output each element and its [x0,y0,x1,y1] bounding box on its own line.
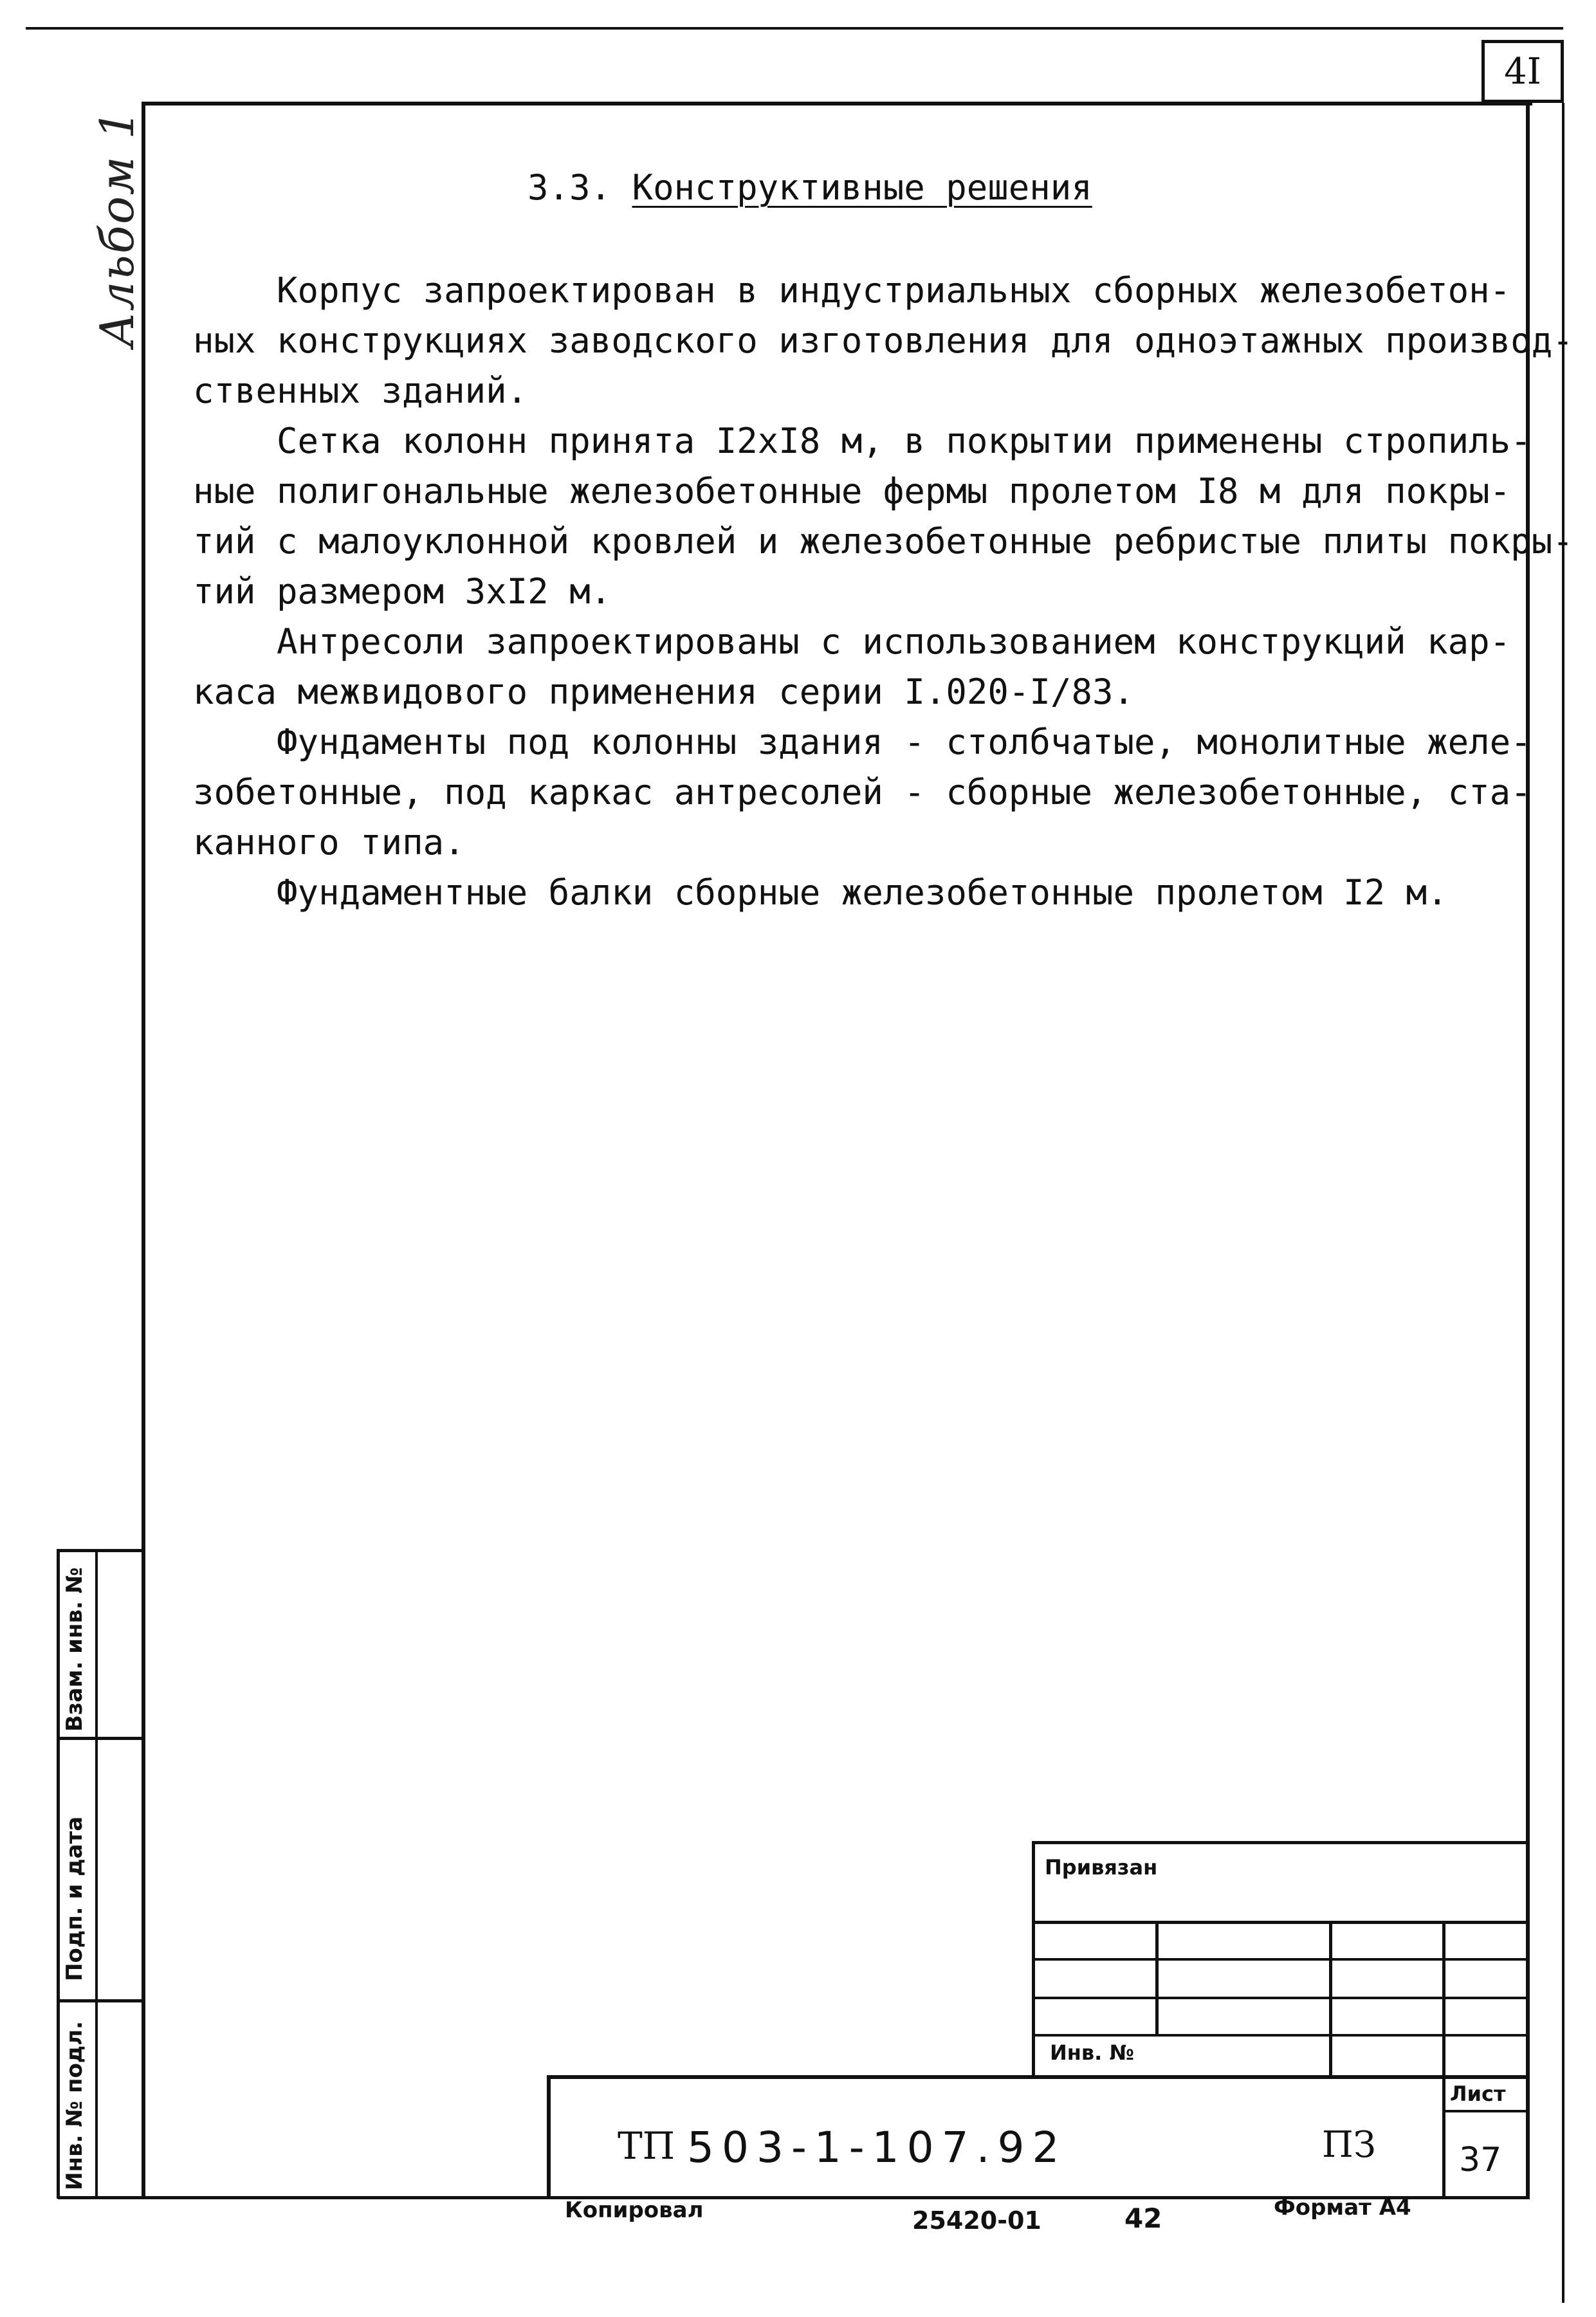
side-stamp-left-border [57,1549,60,2199]
side-stamp-row-2 [57,1999,144,2002]
section-title: Конструктивные решения [632,167,1092,208]
tb-doc-prefix: ТП [618,2124,675,2168]
body-line: ные полигональные железобетонные фермы пролетом I8 м для покры- [193,471,1511,511]
side-stamp-vzam-inv: Взам. инв. № [62,1567,87,1732]
tb-inv-no-label: Инв. № [1050,2040,1134,2065]
body-line: тий размером 3xI2 м. [193,571,612,612]
tb-grid-v1 [1155,1921,1159,2034]
section-number: 3.3. [527,167,612,208]
side-stamp-divider [95,1549,98,2199]
top-sheet-number-text: 4I [1504,50,1541,93]
tb-doc-type: ПЗ [1322,2124,1376,2166]
album-label: Альбом 1 [90,108,144,347]
tb-main-top [548,2075,1528,2079]
frame-left [142,102,145,2199]
footer-copied: Копировал [565,2197,704,2223]
body-line: Антресоли запроектированы с использованием конструкций кар- [193,621,1511,662]
body-line: Фундаментные балки сборные железобетонные пролетом I2 м. [193,872,1448,913]
top-rule [26,27,1563,30]
frame-right [1526,102,1530,2199]
side-stamp-podp-data: Подп. и дата [62,1816,87,1981]
side-stamp-row-1 [57,1737,144,1740]
tb-sheet-number: 37 [1459,2141,1502,2179]
tb-grid-h4 [1032,2034,1528,2037]
tb-grid-h3 [1032,1997,1528,1999]
body-line: ственных зданий. [193,371,528,411]
footer-order: 25420-01 [912,2206,1041,2235]
tb-privyazan-label: Привязан [1045,1855,1158,1880]
section-heading [527,167,1092,208]
frame-right-outer [1562,103,1564,2303]
tb-grid-v3 [1442,1921,1445,2197]
tb-grid-h1 [1032,1921,1528,1924]
body-line: Фундаменты под колонны здания - столбчатые, монолитные желе- [193,722,1532,762]
body-line: канного типа. [193,822,465,863]
side-stamp-inv-podl: Инв. № подл. [62,2020,87,2190]
tb-grid-h2 [1032,1958,1528,1961]
body-line: ных конструкциях заводского изготовления для одноэтажных производ- [193,320,1573,361]
body-line: тий с малоуклонной кровлей и железобетонные ребристые плиты покры- [193,521,1573,562]
frame-top [143,102,1532,105]
body-line: каса межвидового применения серии I.020-I/83. [193,672,1134,712]
tb-grid-v2 [1329,1921,1332,2079]
body-text [193,270,1573,978]
top-sheet-number [1481,40,1564,103]
footer-format: Формат А4 [1274,2195,1411,2221]
body-line: зобетонные, под каркас антресолей - сборные железобетонные, ста- [193,772,1532,812]
tb-privyazan-top [1032,1841,1528,1844]
tb-main-left [547,2075,551,2199]
body-line: Сетка колонн принята I2xI8 м, в покрытии применены стропиль- [193,421,1532,461]
tb-list-label: Лист [1450,2082,1506,2106]
tb-doc-code: 503-1-107.92 [687,2123,1067,2172]
footer-page: 42 [1124,2203,1162,2234]
side-stamp-top [57,1549,144,1552]
tb-list-divider [1442,2110,1528,2112]
body-line: Корпус запроектирован в индустриальных сборных железобетон- [193,270,1511,311]
